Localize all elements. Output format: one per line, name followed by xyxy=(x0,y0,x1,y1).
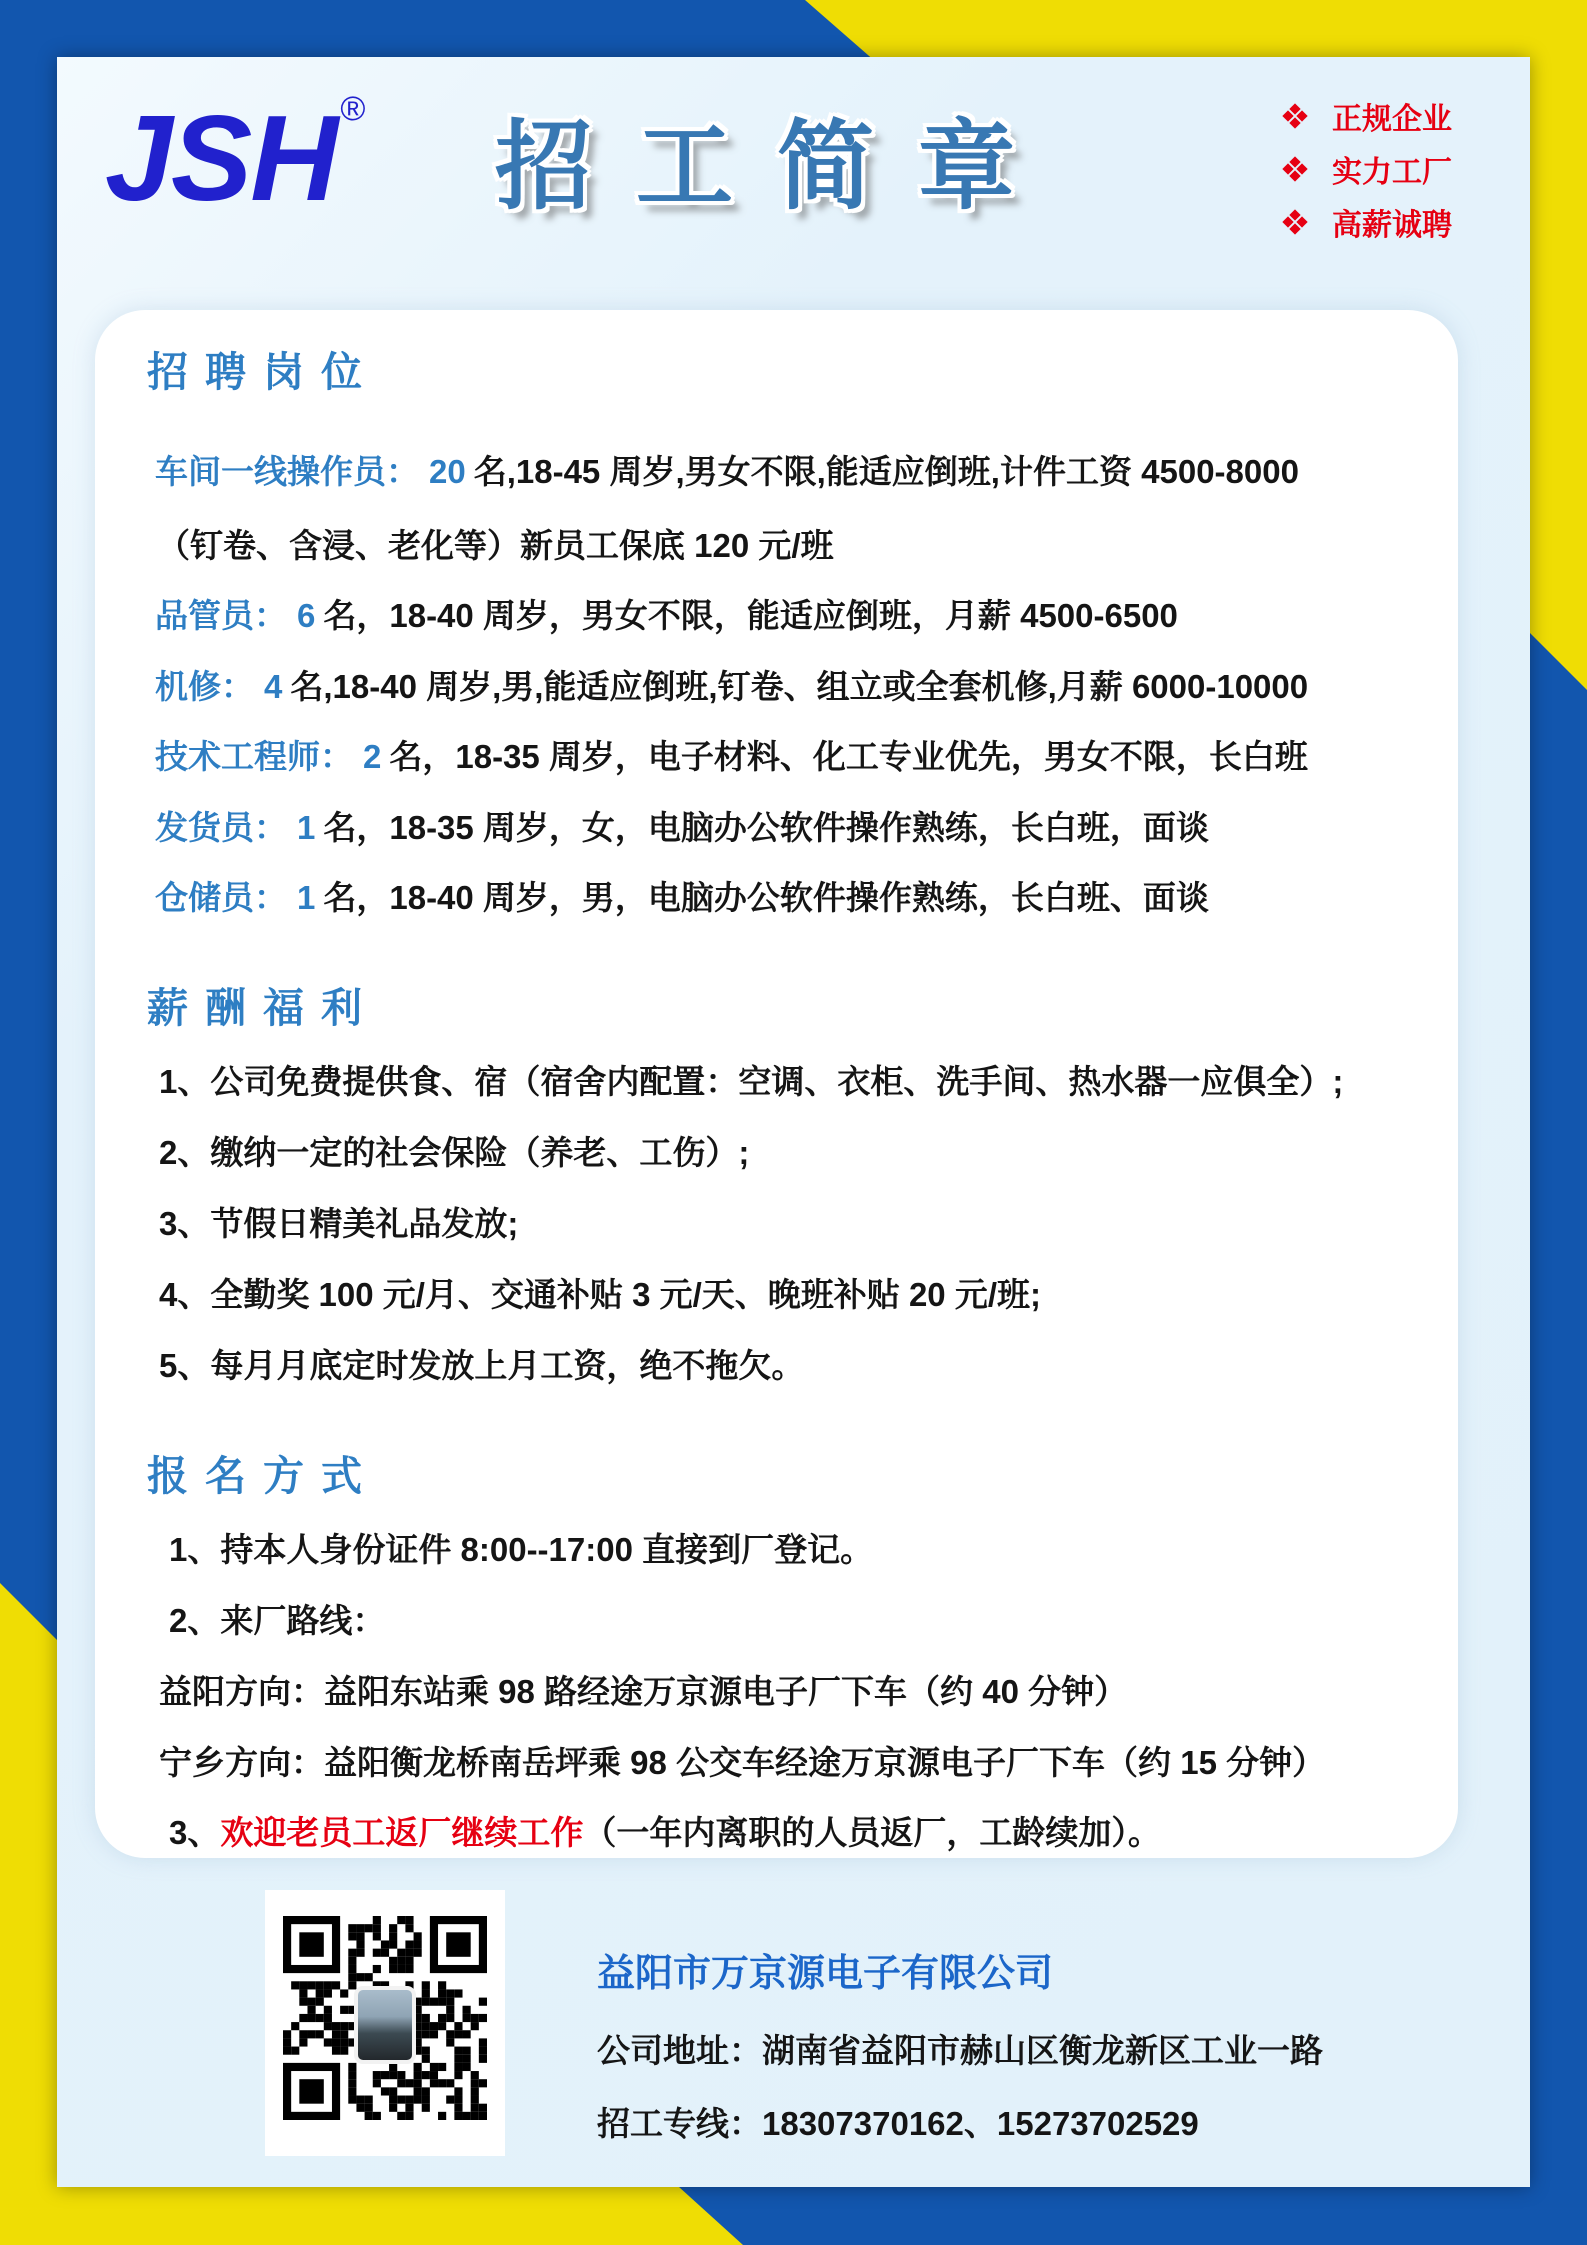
signup-list xyxy=(147,1501,1406,1855)
job-row-extra: （钉卷、含浸、老化等）新员工保底 120 元/班 xyxy=(157,526,834,564)
qr-center-photo xyxy=(354,1986,416,2064)
job-role: 发货员： xyxy=(155,808,287,846)
badge-label: 高薪诚聘 xyxy=(1332,209,1452,242)
job-count: 4 xyxy=(264,667,283,705)
signup-item: 1、持本人身份证件 8:00--17:00 直接到厂登记。 xyxy=(169,1530,874,1568)
footer xyxy=(265,1890,1323,2156)
welfare-item: 3、节假日精美礼品发放; xyxy=(159,1204,519,1242)
signup-item-highlight: 欢迎老员工返厂继续工作 xyxy=(220,1814,584,1852)
logo-text: JSH xyxy=(105,90,337,226)
company-info xyxy=(597,1890,1323,2144)
diamond-bullet-icon xyxy=(1284,158,1306,180)
welfare-list xyxy=(147,1033,1406,1387)
job-desc: 名，18-40 周岁，男女不限，能适应倒班，月薪 4500-6500 xyxy=(323,597,1178,635)
signup-item xyxy=(169,1784,1406,1855)
badge-list xyxy=(1284,85,1452,253)
company-name: 益阳市万京源电子有限公司 xyxy=(597,1953,1054,1995)
job-row xyxy=(155,849,1406,920)
section-title-signup: 报名方式 xyxy=(147,1452,379,1499)
welfare-item: 1、公司免费提供食、宿（宿舍内配置：空调、衣柜、洗手间、热水器一应俱全）; xyxy=(159,1063,1344,1101)
poster-content xyxy=(57,57,1530,2187)
signup-item-prefix: 3、 xyxy=(169,1814,221,1852)
signup-item-rest: （一年内离职的人员返厂，工龄续加）。 xyxy=(583,1814,1161,1852)
job-count: 1 xyxy=(297,808,316,846)
job-row xyxy=(155,567,1406,638)
job-desc: 名，18-35 周岁，女，电脑办公软件操作熟练，长白班，面谈 xyxy=(323,808,1209,846)
company-logo xyxy=(105,90,364,226)
job-count: 6 xyxy=(297,597,316,635)
job-list xyxy=(147,423,1406,920)
job-desc: 名,18-40 周岁,男,能适应倒班,钉卷、组立或全套机修,月薪 6000-10000 xyxy=(290,667,1309,705)
signup-route: 益阳方向：益阳东站乘 98 路经途万京源电子厂下车（约 40 分钟） xyxy=(159,1672,1128,1710)
badge-item xyxy=(1284,200,1452,244)
job-row xyxy=(155,708,1406,779)
job-row xyxy=(155,779,1406,850)
job-role: 机修： xyxy=(155,667,254,705)
registered-trademark-icon: ® xyxy=(340,90,364,129)
job-count: 1 xyxy=(297,879,316,917)
diamond-bullet-icon xyxy=(1284,105,1306,127)
welfare-item: 2、缴纳一定的社会保险（养老、工伤）; xyxy=(159,1134,750,1172)
job-row xyxy=(155,638,1406,709)
company-hotline: 招工专线：18307370162、15273702529 xyxy=(597,2104,1199,2142)
job-count: 20 xyxy=(429,453,466,491)
welfare-item: 4、全勤奖 100 元/月、交通补贴 3 元/天、晚班补贴 20 元/班; xyxy=(159,1275,1041,1313)
job-desc: 名，18-40 周岁，男，电脑办公软件操作熟练，长白班、面谈 xyxy=(323,879,1209,917)
badge-label: 实力工厂 xyxy=(1332,156,1452,189)
qr-code xyxy=(265,1890,505,2156)
welfare-item: 5、每月月底定时发放上月工资，绝不拖欠。 xyxy=(159,1346,805,1384)
company-address: 公司地址：湖南省益阳市赫山区衡龙新区工业一路 xyxy=(597,2031,1323,2069)
badge-item xyxy=(1284,94,1452,138)
main-card xyxy=(95,310,1458,1858)
signup-route: 宁乡方向：益阳衡龙桥南岳坪乘 98 公交车经途万京源电子厂下车（约 15 分钟） xyxy=(159,1743,1326,1781)
job-role: 技术工程师： xyxy=(155,738,353,776)
job-role: 品管员： xyxy=(155,597,287,635)
job-role: 仓储员： xyxy=(155,879,287,917)
poster-title: 招工简章 xyxy=(495,112,1059,221)
diamond-bullet-icon xyxy=(1284,211,1306,233)
job-count: 2 xyxy=(363,738,382,776)
job-role: 车间一线操作员： xyxy=(155,453,419,491)
job-desc: 名，18-35 周岁，电子材料、化工专业优先，男女不限，长白班 xyxy=(389,738,1308,776)
section-title-welfare: 薪酬福利 xyxy=(147,985,379,1032)
job-desc: 名,18-45 周岁,男女不限,能适应倒班,计件工资 4500-8000 xyxy=(473,453,1299,491)
job-row xyxy=(155,423,1406,494)
section-title-jobs: 招聘岗位 xyxy=(147,349,379,395)
badge-item xyxy=(1284,147,1452,191)
signup-item: 2、来厂路线： xyxy=(169,1601,386,1639)
badge-label: 正规企业 xyxy=(1332,103,1452,136)
